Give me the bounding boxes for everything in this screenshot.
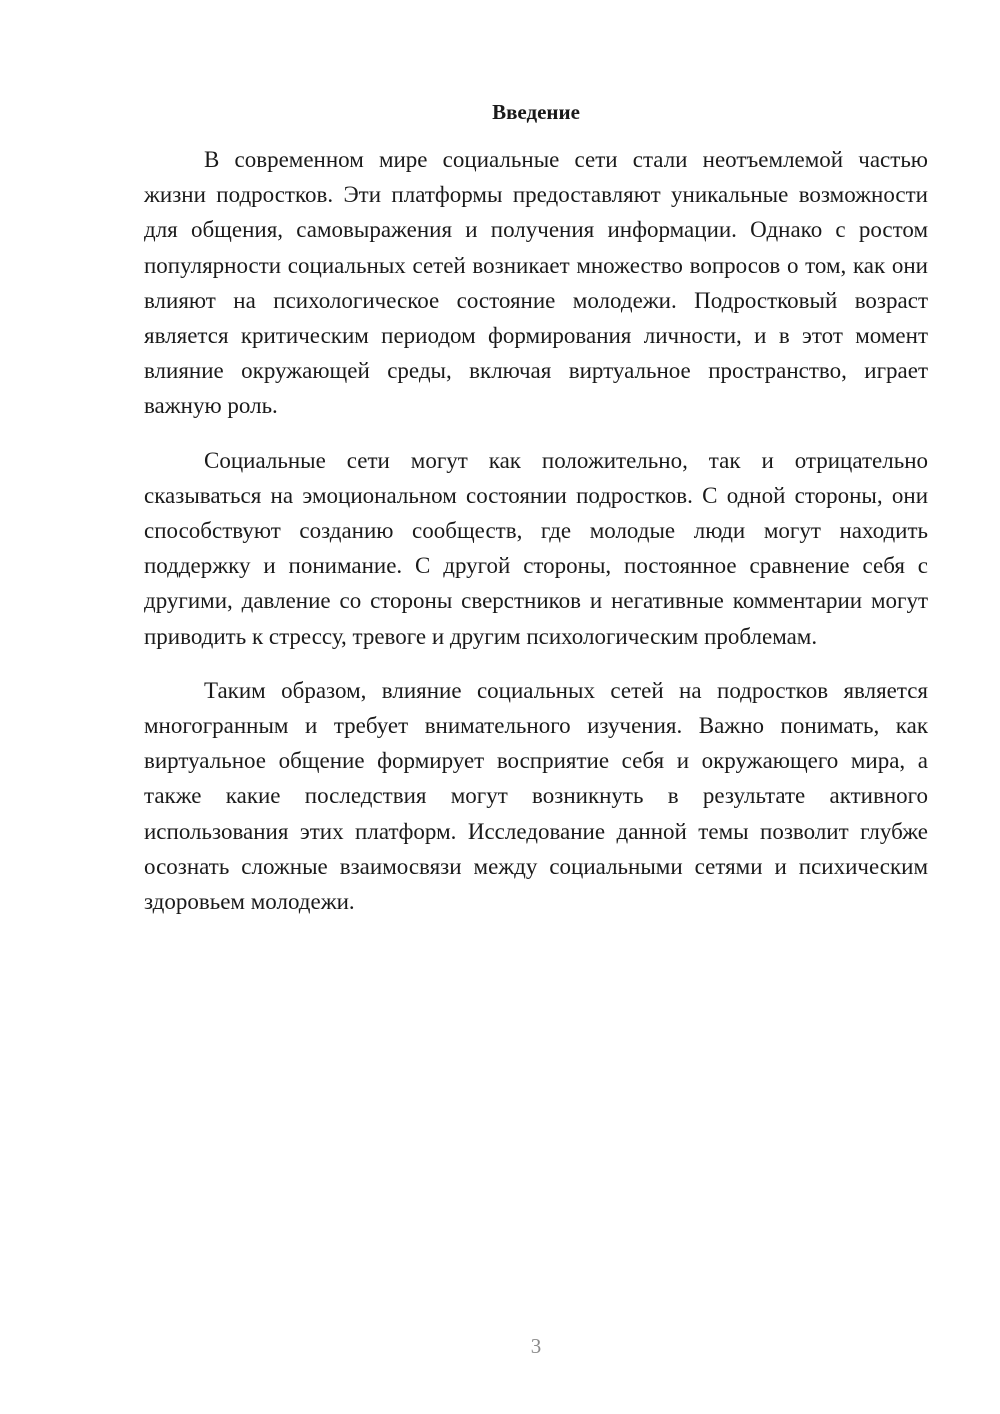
section-heading: Введение [492,100,580,124]
document-body [144,142,928,938]
page-number: 3 [530,1334,542,1358]
paragraph-1: В современном мире социальные сети стали неотъемлемой частью жизни подростков. Эти платформы предоставляют уникальные возможности для общения, самовыражения и получения информации. Однако с ростом популярности социальных сетей возникает множество вопросов о том, как они влияют на психологическое состояние молодежи. Подростковый возраст является критическим периодом формирования личности, и в этот момент влияние окружающей среды, включая виртуальное пространство, играет важную роль. [144,147,928,419]
paragraph-2: Социальные сети могут как положительно, так и отрицательно сказываться на эмоциональном состоянии подростков. С одной стороны, они способствуют созданию сообществ, где молодые люди могут находить поддержку и понимание. С другой стороны, постоянное сравнение себя с другими, давление со стороны сверстников и негативные комментарии могут приводить к стрессу, тревоге и другим психологическим проблемам. [144,447,928,649]
paragraph-3: Таким образом, влияние социальных сетей на подростков является многогранным и требует внимательного изучения. Важно понимать, как виртуальное общение формирует восприятие себя и окружающего мира, а также какие последствия могут возникнуть в результате активного использования этих платформ. Исследование данной темы позволит глубже осознать сложные взаимосвязи между социальными сетями и психическим здоровьем молодежи. [144,677,928,915]
